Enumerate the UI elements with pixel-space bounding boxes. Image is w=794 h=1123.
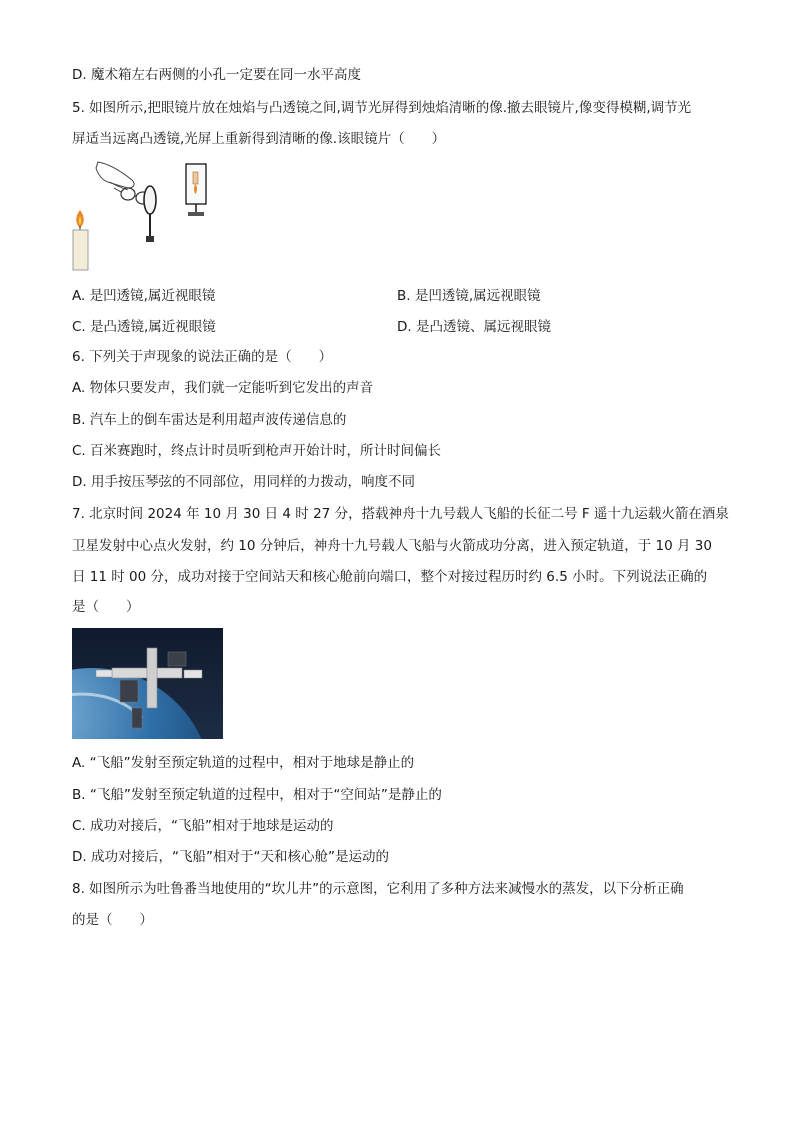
convex-lens-icon bbox=[144, 186, 156, 242]
light-screen-icon bbox=[186, 164, 206, 216]
q7-option-c: C. 成功对接后，“飞船”相对于地球是运动的 bbox=[72, 818, 334, 834]
q4-option-d: D. 魔术箱左右两侧的小孔一定要在同一水平高度 bbox=[72, 67, 361, 83]
q5-option-d: D. 是凸透镜、属远视眼镜 bbox=[397, 319, 551, 335]
q5-option-a: A. 是凹透镜,属近视眼镜 bbox=[72, 288, 216, 304]
candle-icon bbox=[73, 210, 88, 270]
q7-option-b: B. “飞船”发射至预定轨道的过程中，相对于“空间站”是静止的 bbox=[72, 787, 442, 803]
q7-stem-line1: 7. 北京时间 2024 年 10 月 30 日 4 时 27 分，搭载神舟十九号载人飞船的长征二号 F 遥十九运载火箭在酒泉 bbox=[72, 506, 729, 522]
q7-option-a: A. “飞船”发射至预定轨道的过程中，相对于地球是静止的 bbox=[72, 755, 415, 771]
q5-stem-line1: 5. 如图所示,把眼镜片放在烛焰与凸透镜之间,调节光屏得到烛焰清晰的像.撤去眼镜片,像变得模糊,调节光 bbox=[72, 100, 692, 116]
space-station-photo bbox=[72, 628, 223, 739]
q8-stem-line2: 的是（ ） bbox=[72, 912, 153, 928]
q7-stem-line3: 日 11 时 00 分，成功对接于空间站天和核心舱前向端口，整个对接过程历时约 6.5 小时。下列说法正确的 bbox=[72, 569, 708, 585]
q5-option-b: B. 是凹透镜,属远视眼镜 bbox=[397, 288, 541, 304]
q6-option-a: A. 物体只要发声，我们就一定能听到它发出的声音 bbox=[72, 380, 374, 396]
q7-stem-line4: 是（ ） bbox=[72, 599, 140, 615]
hand-icon bbox=[96, 162, 134, 190]
q5-stem-line2: 屏适当远离凸透镜,光屏上重新得到清晰的像.该眼镜片（ ） bbox=[72, 131, 446, 147]
q6-option-d: D. 用手按压琴弦的不同部位，用同样的力拨动，响度不同 bbox=[72, 474, 415, 490]
q6-option-c: C. 百米赛跑时，终点计时员听到枪声开始计时，所计时间偏长 bbox=[72, 443, 442, 459]
q6-stem: 6. 下列关于声现象的说法正确的是（ ） bbox=[72, 349, 333, 365]
q5-option-c: C. 是凸透镜,属近视眼镜 bbox=[72, 319, 216, 335]
q5-optics-figure bbox=[70, 158, 220, 273]
q6-option-b: B. 汽车上的倒车雷达是利用超声波传递信息的 bbox=[72, 412, 347, 428]
q7-stem-line2: 卫星发射中心点火发射，约 10 分钟后，神舟十九号载人飞船与火箭成功分离，进入预定轨道，于 10 月 30 bbox=[72, 538, 712, 554]
q8-stem-line1: 8. 如图所示为吐鲁番当地使用的“坎儿井”的示意图，它利用了多种方法来减慢水的蒸发，以下分析正确 bbox=[72, 881, 684, 897]
q7-option-d: D. 成功对接后，“飞船”相对于“天和核心舱”是运动的 bbox=[72, 849, 389, 865]
